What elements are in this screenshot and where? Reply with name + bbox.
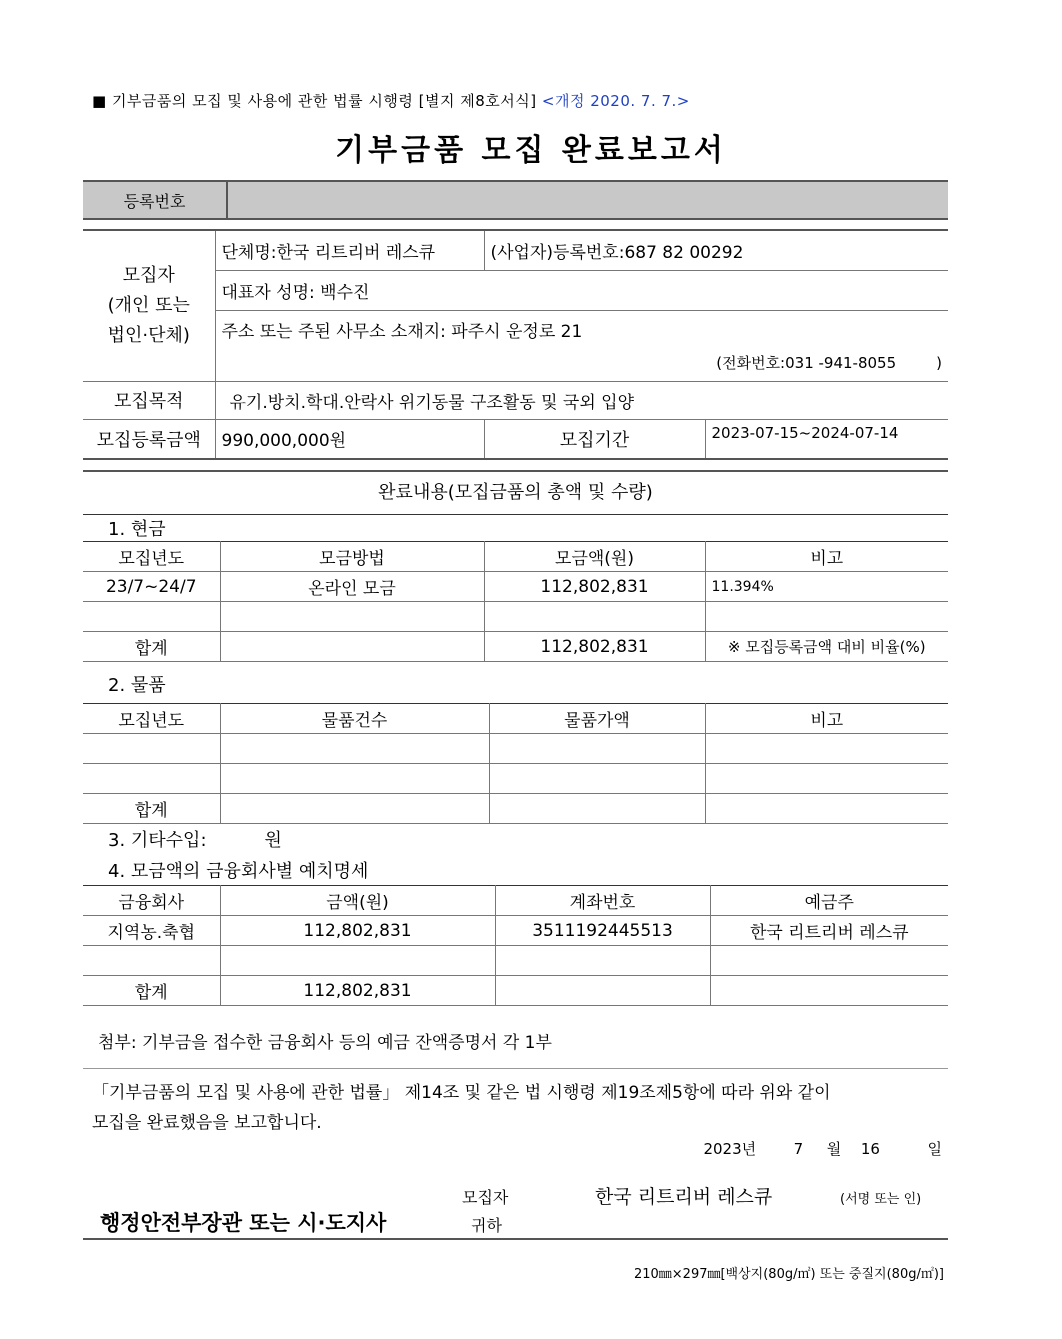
attachment-note: 첨부: 기부금을 접수한 금융회사 등의 예금 잔액증명서 각 1부	[98, 1033, 552, 1053]
deposit-header-amount: 금액(원)	[220, 886, 495, 916]
deposit-row-account: 3511192445513	[495, 916, 710, 946]
period-value: 2023-07-15~2024-07-14	[705, 419, 948, 459]
goods-empty-cell	[220, 794, 489, 824]
signer-label: 모집자	[462, 1188, 509, 1207]
phone-number: (전화번호:031 -941-8055	[716, 353, 897, 372]
revision-text: <개정 2020. 7. 7.>	[541, 92, 690, 110]
deposit-empty-cell	[710, 976, 948, 1006]
collector-table	[83, 229, 948, 460]
other-income-label: 3. 기타수입:	[108, 830, 207, 851]
deposit-empty-cell	[495, 946, 710, 976]
statement-line-1: 「기부금품의 모집 및 사용에 관한 법률」 제14조 및 같은 법 시행령 제19조제5항에 따라 위와 같이	[92, 1083, 831, 1103]
cash-row-amount: 112,802,831	[484, 572, 705, 602]
deposit-row-bank: 지역농.축협	[83, 916, 220, 946]
date-year: 2023년	[703, 1140, 757, 1158]
completion-title: 완료내용(모집금품의 총액 및 수량)	[83, 470, 948, 515]
goods-empty-cell	[489, 734, 705, 764]
other-income	[108, 826, 282, 852]
business-number: (사업자)등록번호:687 82 00292	[484, 230, 948, 270]
cash-header-note: 비고	[705, 542, 948, 572]
deposit-empty-cell	[710, 946, 948, 976]
cash-empty-cell	[220, 602, 484, 632]
cash-heading: 1. 현금	[108, 519, 166, 540]
goods-header-note: 비고	[705, 704, 948, 734]
cash-header-method: 모금방법	[220, 542, 484, 572]
goods-empty-cell	[220, 764, 489, 794]
phone-close: )	[936, 353, 943, 372]
statement-line-2: 모집을 완료했음을 보고합니다.	[92, 1113, 322, 1133]
cash-row-note: 11.394%	[705, 572, 948, 602]
date-day-label: 일	[927, 1140, 942, 1158]
registration-table	[83, 180, 948, 220]
cash-total-amount: 112,802,831	[484, 632, 705, 662]
cash-row-method: 온라인 모금	[220, 572, 484, 602]
goods-empty-cell	[705, 764, 948, 794]
cash-total-label: 합계	[83, 632, 220, 662]
deposit-heading: 4. 모금액의 금융회사별 예치명세	[108, 861, 369, 882]
goods-empty-cell	[220, 734, 489, 764]
date-day: 16	[860, 1140, 880, 1158]
deposit-empty-cell	[83, 946, 220, 976]
goods-empty-cell	[489, 764, 705, 794]
deposit-row-amount: 112,802,831	[220, 916, 495, 946]
amount-value: 990,000,000원	[215, 419, 484, 459]
goods-empty-cell	[83, 764, 220, 794]
deposit-header-bank: 금융회사	[83, 886, 220, 916]
cash-header-year: 모집년도	[83, 542, 220, 572]
collector-label-l3: 법인·단체)	[107, 324, 190, 346]
deposit-total-amount: 112,802,831	[220, 976, 495, 1006]
org-name: 단체명:한국 리트리버 레스큐	[215, 230, 484, 270]
representative-name: 대표자 성명: 백수진	[215, 270, 948, 310]
form-ref-text: ■ 기부금품의 모집 및 사용에 관한 법률 시행령 [별지 제8호서식]	[92, 92, 537, 110]
cash-header-amount: 모금액(원)	[484, 542, 705, 572]
date-month-label: 월	[826, 1140, 842, 1158]
date-month: 7	[793, 1140, 804, 1158]
cash-empty-cell	[705, 602, 948, 632]
goods-header-value: 물품가액	[489, 704, 705, 734]
cash-total-note: ※ 모집등록금액 대비 비율(%)	[705, 632, 948, 662]
deposit-empty-cell	[220, 946, 495, 976]
other-income-unit: 원	[264, 830, 282, 851]
statement	[92, 1078, 831, 1138]
recipient-suffix: 귀하	[471, 1216, 502, 1235]
cash-table	[83, 541, 948, 662]
collector-label	[83, 230, 215, 381]
amount-label: 모집등록금액	[83, 419, 215, 459]
form-reference	[92, 90, 690, 111]
collector-label-l1: 모집자	[122, 264, 175, 286]
registration-value[interactable]	[227, 181, 948, 219]
deposit-empty-cell	[495, 976, 710, 1006]
period-label: 모집기간	[484, 419, 705, 459]
address-cell	[215, 310, 948, 381]
signer-name: 한국 리트리버 레스큐	[595, 1186, 773, 1208]
collector-label-l2: (개인 또는	[107, 294, 190, 316]
goods-empty-cell	[489, 794, 705, 824]
registration-label: 등록번호	[83, 181, 227, 219]
paper-spec: 210㎜×297㎜[백상지(80g/㎡) 또는 중질지(80g/㎡)]	[633, 1267, 944, 1282]
deposit-total-label: 합계	[83, 976, 220, 1006]
goods-total-label: 합계	[83, 794, 220, 824]
deposit-header-account: 계좌번호	[495, 886, 710, 916]
address: 주소 또는 주된 사무소 소재지: 파주시 운정로 21	[221, 321, 583, 342]
bottom-rule	[83, 1238, 948, 1240]
recipient-name: 행정안전부장관 또는 시·도지사	[100, 1211, 387, 1235]
purpose-label: 모집목적	[83, 381, 215, 419]
divider	[83, 1068, 948, 1069]
goods-empty-cell	[705, 734, 948, 764]
phone	[222, 352, 943, 373]
sign-note: (서명 또는 인)	[840, 1192, 922, 1207]
cash-empty-cell	[484, 602, 705, 632]
report-date	[703, 1138, 942, 1159]
cash-empty-cell	[83, 602, 220, 632]
page-title: 기부금품 모집 완료보고서	[335, 133, 727, 168]
deposit-table	[83, 885, 948, 1006]
goods-table	[83, 703, 948, 824]
deposit-header-holder: 예금주	[710, 886, 948, 916]
goods-header-year: 모집년도	[83, 704, 220, 734]
cash-row-year: 23/7~24/7	[83, 572, 220, 602]
purpose-value: 유기.방치.학대.안락사 위기동물 구조활동 및 국외 입양	[215, 381, 948, 419]
deposit-row-holder: 한국 리트리버 레스큐	[710, 916, 948, 946]
goods-empty-cell	[705, 794, 948, 824]
goods-heading: 2. 물품	[108, 675, 166, 696]
cash-empty-cell	[220, 632, 484, 662]
goods-header-count: 물품건수	[220, 704, 489, 734]
goods-empty-cell	[83, 734, 220, 764]
